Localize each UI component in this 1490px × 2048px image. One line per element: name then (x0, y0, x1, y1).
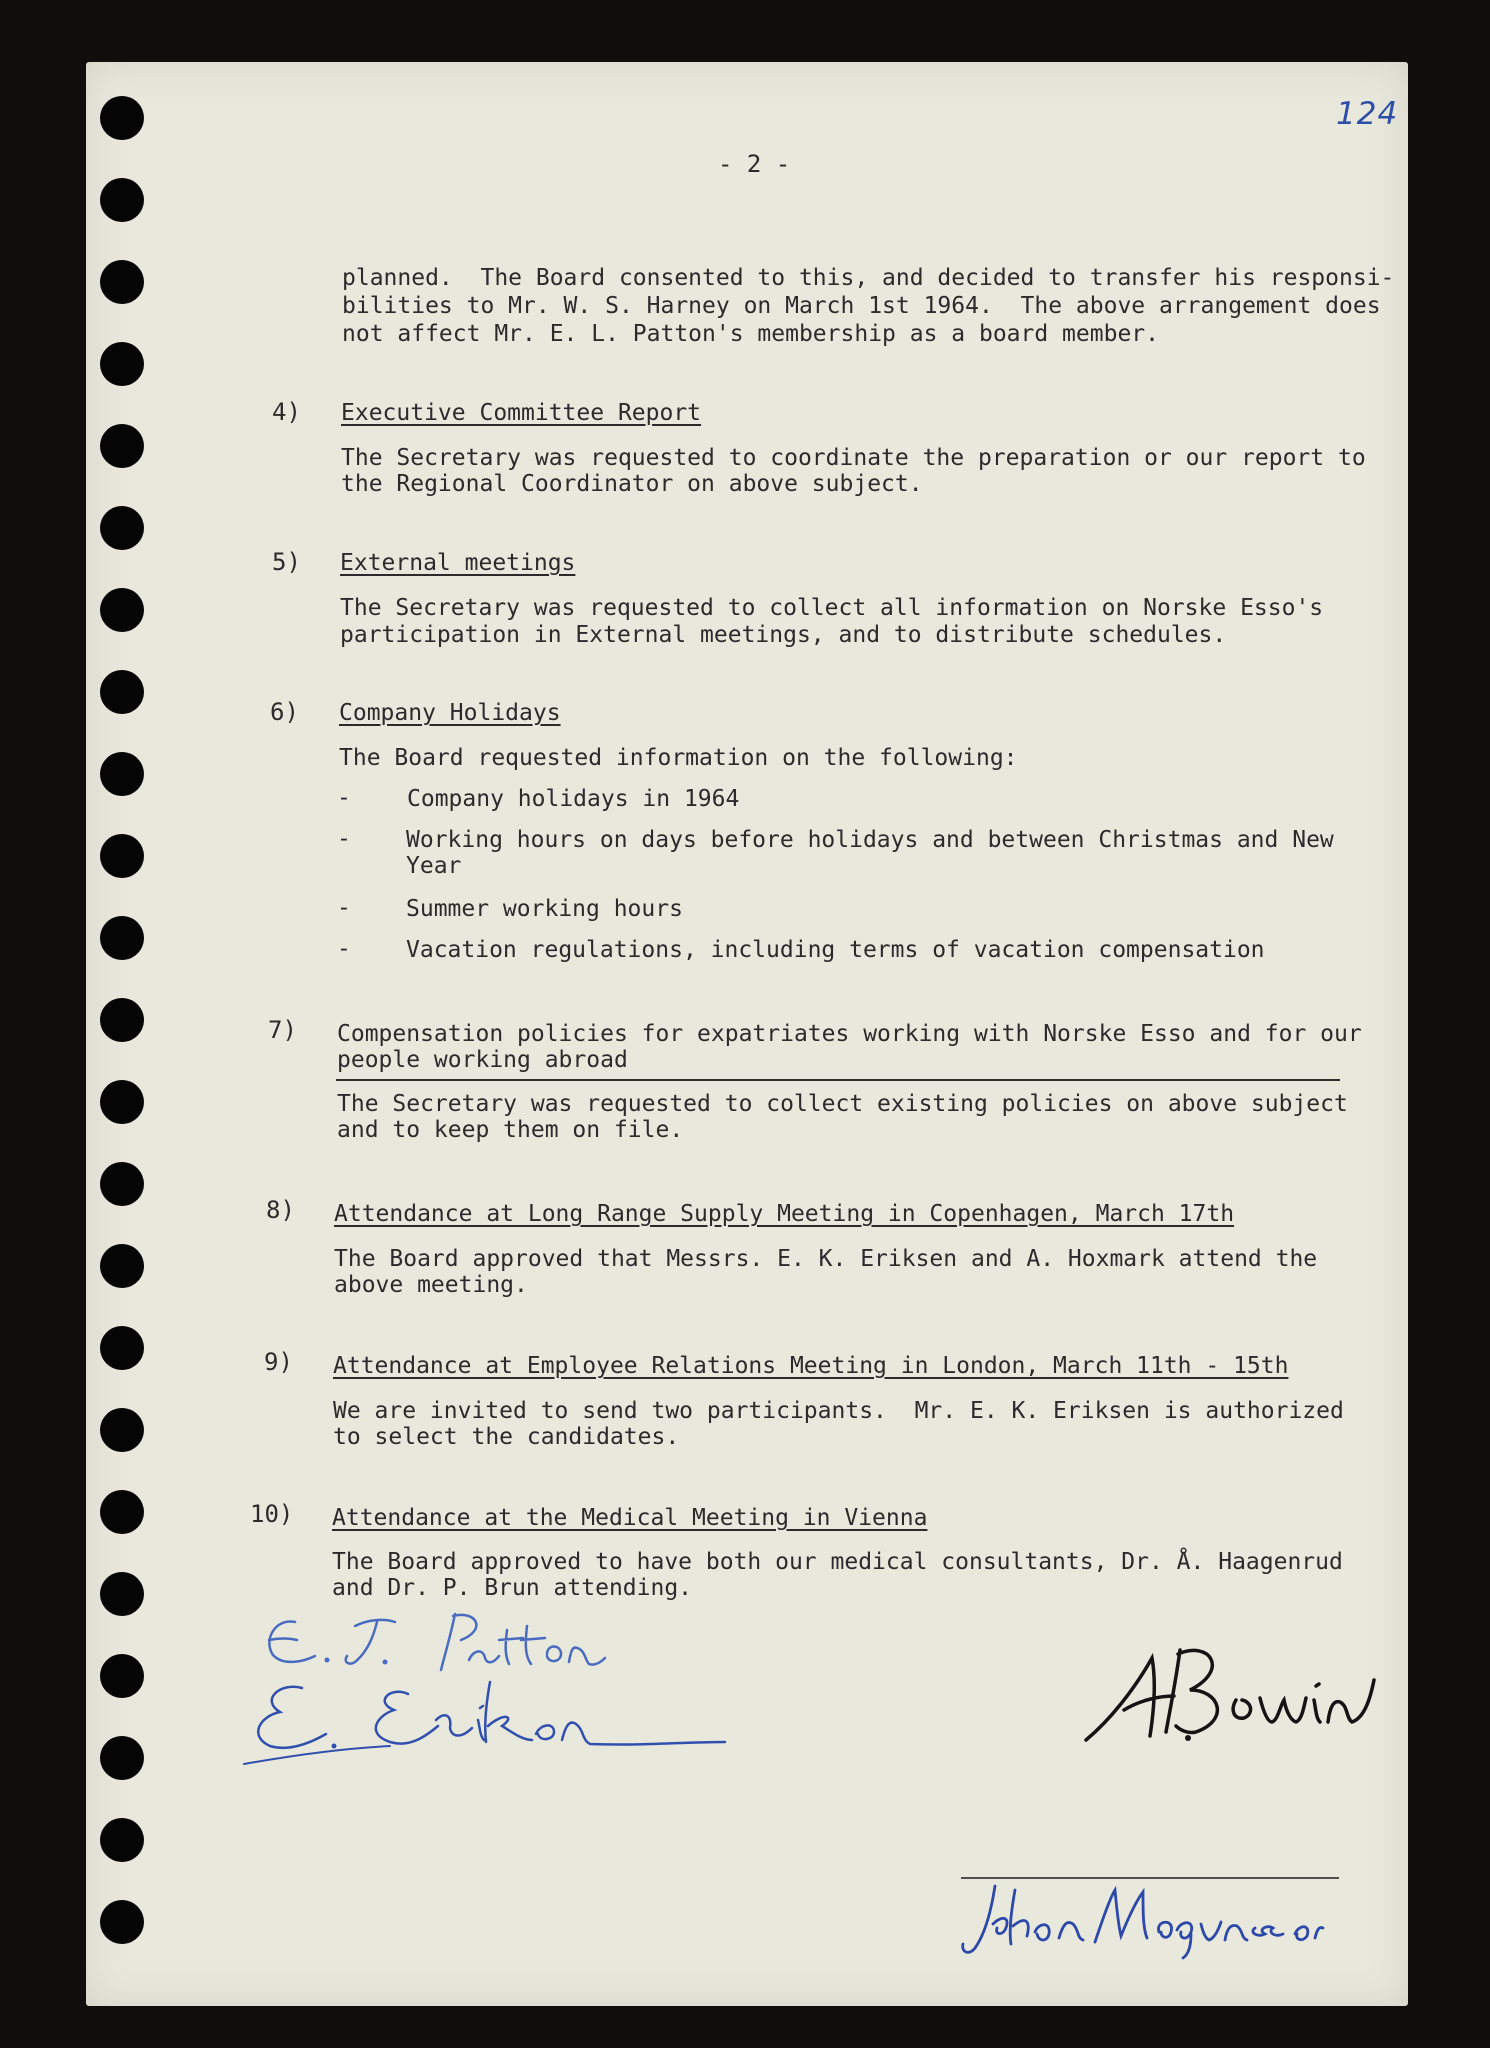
item-heading: Attendance at Employee Relations Meeting in London, March 11th - 15th (333, 1353, 1289, 1379)
binder-hole (100, 506, 144, 550)
binder-hole (100, 834, 144, 878)
item-number: 5) (272, 548, 301, 576)
item-body-line: The Board approved to have both our medical consultants, Dr. Å. Haagenrud (332, 1549, 1343, 1575)
binder-hole (100, 916, 144, 960)
item-body-line: The Secretary was requested to collect all information on Norske Esso's (340, 595, 1324, 621)
item-heading: Executive Committee Report (341, 400, 702, 426)
binder-hole (100, 1244, 144, 1288)
item-number: 6) (270, 698, 299, 726)
binder-hole (100, 1490, 144, 1534)
binder-hole (100, 1654, 144, 1698)
item-body-line: to select the candidates. (333, 1424, 680, 1450)
bullet-dash: - (337, 785, 351, 811)
item-body-line: above meeting. (334, 1272, 528, 1298)
binder-hole (100, 1408, 144, 1452)
bullet-dash: - (337, 936, 351, 962)
item-body-line: participation in External meetings, and to distribute schedules. (340, 622, 1227, 648)
item-body-line: the Regional Coordinator on above subject. (341, 471, 923, 497)
item-heading: Attendance at the Medical Meeting in Vienna (332, 1505, 928, 1531)
item-body-line: and to keep them on file. (337, 1117, 684, 1143)
intro-line: bilities to Mr. W. S. Harney on March 1st 1964. The above arrangement does (342, 293, 1381, 319)
binder-hole (100, 670, 144, 714)
signature-magnusson (955, 1872, 1355, 1962)
item-number: 7) (268, 1016, 297, 1044)
signature-bowim (1080, 1640, 1380, 1750)
item-body-line: The Board approved that Messrs. E. K. Eriksen and A. Hoxmark attend the (334, 1246, 1318, 1272)
intro-line: not affect Mr. E. L. Patton's membership as a board member. (342, 321, 1159, 347)
bullet-dash: - (337, 895, 351, 921)
binder-hole (100, 178, 144, 222)
item-heading: Attendance at Long Range Supply Meeting in Copenhagen, March 17th (334, 1201, 1235, 1227)
binder-hole (100, 998, 144, 1042)
item-heading: Company Holidays (339, 700, 561, 726)
signature-patton (255, 1600, 615, 1680)
bullet-text: Company holidays in 1964 (407, 786, 740, 812)
binder-hole (100, 588, 144, 632)
binder-hole (100, 1572, 144, 1616)
item-body-line: We are invited to send two participants. Mr. E. K. Eriksen is authorized (333, 1398, 1344, 1424)
binder-hole (100, 424, 144, 468)
handwritten-page-number: 124 (1336, 96, 1399, 132)
bullet-text: Working hours on days before holidays and between Christmas and New (406, 827, 1334, 853)
binder-hole (100, 752, 144, 796)
binder-hole (100, 1900, 144, 1944)
item-body-line: and Dr. P. Brun attending. (332, 1575, 693, 1601)
bullet-text: Summer working hours (406, 896, 683, 922)
item-heading: External meetings (340, 550, 576, 576)
page-label: - 2 - (718, 150, 791, 178)
binder-hole (100, 1818, 144, 1862)
binder-hole (100, 1080, 144, 1124)
binder-hole (100, 342, 144, 386)
binder-hole (100, 260, 144, 304)
binder-hole (100, 96, 144, 140)
signature-eriksen (240, 1676, 730, 1776)
item-heading-line: Compensation policies for expatriates working with Norske Esso and for our (337, 1021, 1362, 1047)
intro-line: planned. The Board consented to this, and decided to transfer his responsi- (342, 265, 1395, 291)
item-heading-line: people working abroad (337, 1047, 628, 1073)
item-body-line: The Board requested information on the following: (339, 745, 1018, 771)
item-number: 10) (250, 1500, 294, 1528)
binder-hole (100, 1736, 144, 1780)
item-body-line: The Secretary was requested to coordinate the preparation or our report to (341, 445, 1366, 471)
bullet-dash: - (337, 826, 351, 852)
binder-hole (100, 1162, 144, 1206)
item-body-line: The Secretary was requested to collect existing policies on above subject (337, 1091, 1348, 1117)
item-number: 4) (272, 398, 301, 426)
bullet-text: Vacation regulations, including terms of vacation compensation (406, 937, 1265, 963)
item-number: 9) (264, 1348, 293, 1376)
binder-hole (100, 1326, 144, 1370)
item-number: 8) (266, 1196, 295, 1224)
heading-underline (336, 1079, 1340, 1081)
bullet-text: Year (406, 853, 462, 879)
